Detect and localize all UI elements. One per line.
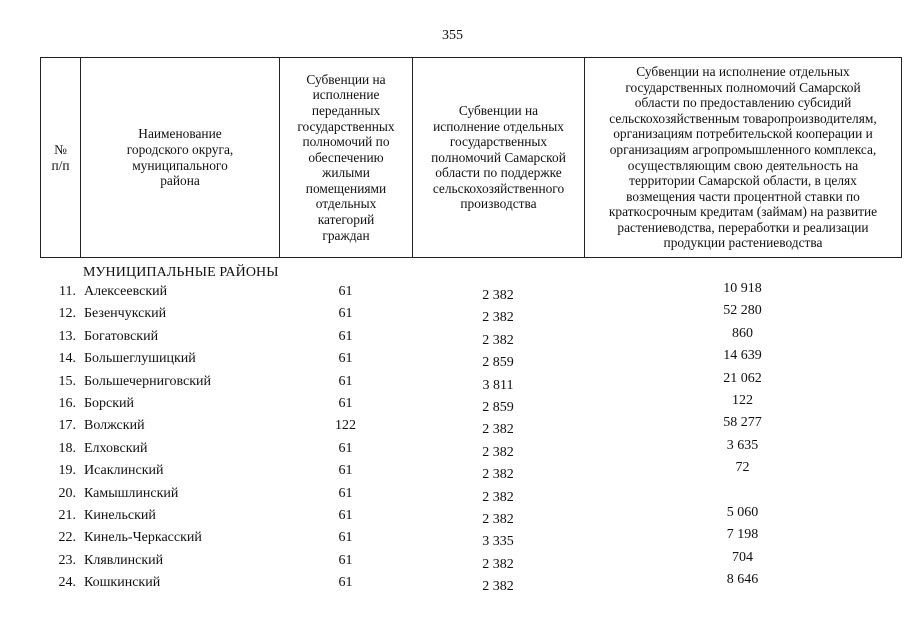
housing-value: 61: [338, 575, 353, 591]
row-number: 19.: [58, 463, 76, 479]
interest-subsidy-value: 72: [735, 460, 750, 476]
housing-value: 61: [338, 373, 353, 389]
header-text-line: граждан: [322, 227, 370, 243]
header-text-line: района: [160, 173, 200, 189]
header-text-line: переданных: [311, 102, 381, 118]
housing-value: 122: [335, 418, 356, 434]
row-number: 11.: [59, 284, 76, 299]
district-name: Камышлинский: [84, 485, 179, 501]
row-number: 23.: [58, 552, 76, 568]
interest-subsidy-value: 14 639: [723, 348, 762, 364]
interest-subsidy-value: 704: [732, 549, 753, 565]
table-row: [40, 460, 901, 485]
header-text-line: сельскохозяйственным товаропроизводителям,: [609, 110, 877, 126]
header-text-line: государственных: [449, 134, 548, 150]
header-text-line: жилыми: [322, 165, 370, 181]
agriculture-value: 2 382: [482, 511, 514, 527]
header-text-line: Субвенции на: [458, 102, 539, 118]
header-text-line: области по поддержке: [435, 165, 562, 181]
housing-value: 61: [338, 463, 353, 479]
header-text-line: территории Самарской области, в целях: [629, 173, 857, 189]
row-number: 22.: [58, 530, 76, 546]
header-text-line: области по предоставлению субсидий: [634, 95, 852, 111]
interest-subsidy-value: 860: [732, 325, 753, 341]
header-text-line: категорий: [317, 212, 375, 228]
housing-value: 61: [338, 552, 353, 568]
agriculture-value: 2 382: [482, 579, 514, 595]
district-name: Большеглушицкий: [84, 351, 196, 367]
agriculture-value: 2 382: [482, 467, 514, 483]
header-text-line: полномочий по: [302, 134, 390, 150]
section-title: МУНИЦИПАЛЬНЫЕ РАЙОНЫ: [83, 265, 279, 280]
interest-subsidy-value: 21 062: [723, 370, 762, 386]
header-text-line: Субвенции на: [306, 71, 386, 87]
header-col-agriculture-subvention: [413, 58, 585, 258]
district-name: Алексеевский: [84, 284, 168, 299]
header-text-line: производства: [460, 196, 537, 212]
interest-subsidy-value: 58 277: [723, 415, 762, 431]
header-text-line: возмещения части процентной ставки по: [626, 188, 860, 204]
header-text-line: городского округа,: [126, 141, 234, 157]
agriculture-value: 2 382: [482, 556, 514, 572]
district-name: Борский: [84, 395, 135, 411]
row-number: 15.: [58, 373, 76, 389]
header-text-line: исполнение: [312, 87, 380, 103]
header-text-line: обеспечению: [308, 149, 384, 165]
housing-value: 61: [338, 485, 353, 501]
header-col-name: [81, 58, 280, 258]
header-text-line: организациям агропромышленного комплекса,: [609, 141, 877, 157]
district-name: Елховский: [84, 440, 148, 456]
row-number: 12.: [58, 306, 76, 322]
district-name: Кошкинский: [84, 575, 161, 591]
agriculture-value: 2 382: [482, 444, 514, 460]
district-name: Большечерниговский: [84, 373, 212, 389]
table-header: [40, 57, 902, 258]
agriculture-value: 2 382: [482, 310, 514, 326]
agriculture-value: 2 859: [482, 355, 514, 371]
row-number: 17.: [58, 418, 76, 434]
district-name: Кинель-Черкасский: [84, 530, 202, 546]
table-row: [40, 572, 901, 597]
header-text-line: полномочий Самарской: [431, 149, 566, 165]
row-number: 21.: [58, 507, 76, 523]
row-number: 16.: [58, 395, 76, 411]
housing-value: 61: [338, 530, 353, 546]
row-number: 14.: [58, 351, 76, 367]
table-body: [40, 281, 901, 597]
agriculture-value: 2 382: [482, 489, 514, 505]
row-number: 13.: [58, 328, 76, 344]
header-text-line: государственных полномочий Самарской: [625, 79, 861, 95]
district-name: Волжский: [84, 418, 145, 434]
district-name: Кинельский: [84, 507, 156, 523]
header-text-line: осуществляющим свою деятельность на: [627, 157, 859, 173]
header-text-line: продукции растениеводства: [663, 235, 823, 251]
agriculture-value: 3 335: [482, 534, 514, 550]
row-number: 24.: [58, 575, 76, 591]
housing-value: 61: [338, 440, 353, 456]
header-text-line: помещениями: [305, 180, 387, 196]
header-text-line: исполнение отдельных: [433, 118, 564, 134]
housing-value: 61: [338, 395, 353, 411]
header-text-line: Субвенции на исполнение отдельных: [636, 63, 850, 79]
header-text-line: сельскохозяйственного: [432, 180, 565, 196]
header-row: [41, 58, 902, 258]
row-number: 18.: [58, 440, 76, 456]
page-number: 355: [442, 28, 463, 43]
header-col-number: [41, 58, 81, 258]
housing-value: 61: [338, 306, 353, 322]
header-text-line: государственных: [297, 118, 395, 134]
header-text-line: Наименование: [138, 126, 222, 142]
header-text-line: отдельных: [315, 196, 377, 212]
interest-subsidy-value: 3 635: [726, 437, 759, 453]
header-text-line: растениеводства, переработки и реализации: [617, 219, 869, 235]
header-col-interest-subsidy: [585, 58, 902, 258]
housing-value: 61: [338, 351, 353, 367]
district-name: Безенчукский: [84, 306, 167, 322]
header-col-housing-subvention: [280, 58, 413, 258]
agriculture-value: 2 859: [482, 399, 514, 415]
interest-subsidy-value: 10 918: [723, 281, 762, 296]
agriculture-value: 2 382: [482, 422, 514, 438]
header-text-line: краткосрочным кредитам (займам) на развитие: [608, 204, 878, 220]
header-text-line: №: [54, 141, 67, 157]
row-number: 20.: [58, 485, 76, 501]
header-text-line: п/п: [51, 157, 70, 173]
header-text-line: организациям потребительской кооперации и: [613, 126, 873, 142]
district-name: Исаклинский: [84, 463, 164, 479]
agriculture-value: 2 382: [482, 332, 514, 348]
housing-value: 61: [338, 507, 353, 523]
header-text-line: муниципального: [132, 157, 228, 173]
interest-subsidy-value: 7 198: [726, 527, 759, 543]
agriculture-value: 2 382: [482, 288, 514, 303]
district-name: Богатовский: [84, 328, 159, 344]
district-name: Клявлинский: [84, 552, 164, 568]
interest-subsidy-value: 8 646: [726, 572, 759, 588]
interest-subsidy-value: 52 280: [723, 303, 762, 319]
interest-subsidy-value: 5 060: [726, 504, 759, 520]
interest-subsidy-value: 122: [732, 392, 753, 408]
housing-value: 61: [338, 328, 353, 344]
housing-value: 61: [338, 284, 353, 299]
agriculture-value: 3 811: [482, 377, 514, 393]
